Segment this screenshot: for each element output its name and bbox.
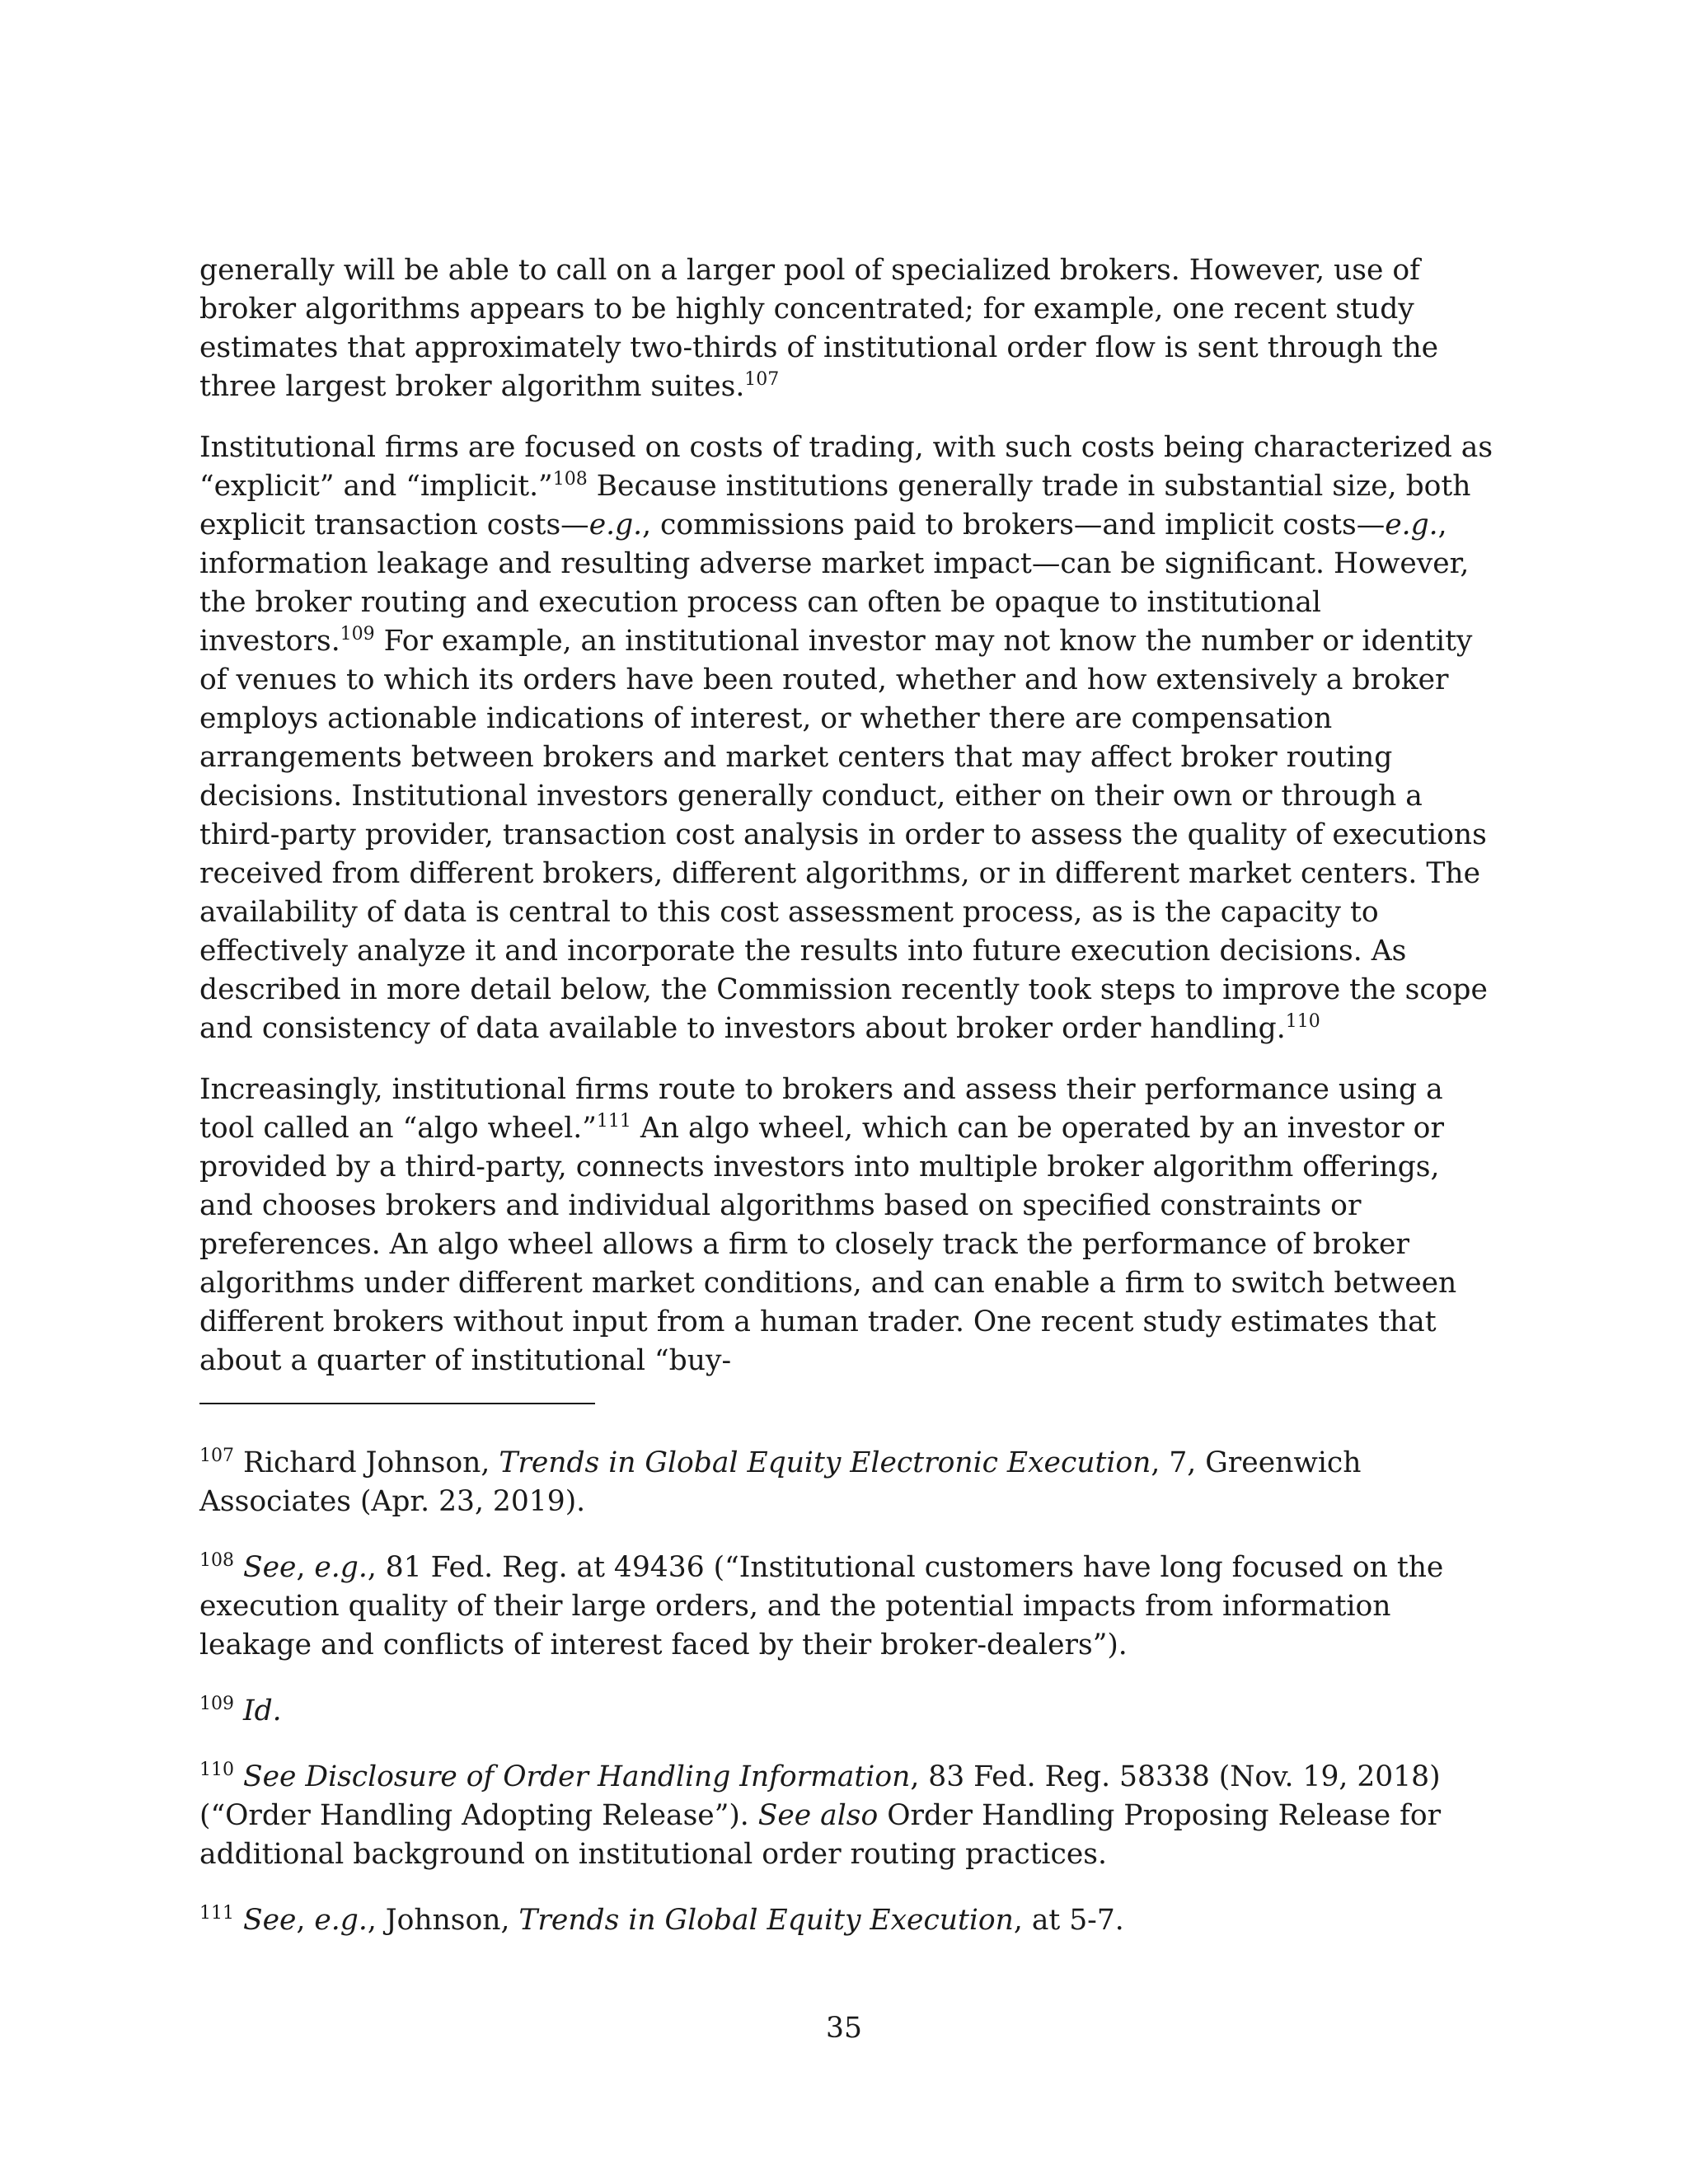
footnote-signal: e.g. (314, 1904, 368, 1937)
footnote-number: 107 (199, 1446, 234, 1466)
footnote-separator (199, 1403, 595, 1404)
footnote-ref-110[interactable]: 110 (1285, 1011, 1320, 1032)
footnote-text: Order Handling Proposing Release for additional background on institutional order routing practices. (199, 1799, 1442, 1871)
paragraph-2-text: Institutional firms are focused on costs of trading, with such costs being characterized as “explicit” and “implicit.” (199, 431, 1493, 503)
footnote-signal: Id. (242, 1694, 282, 1727)
paragraph-3-text: An algo wheel, which can be operated by an investor or provided by a third-party, connects investors into multiple broker algorithm offerings, and chooses brokers and individual algorithms based on specified constraints or preferences. An algo wheel allows a firm to closely track the performance of broker algorithms under different market conditions, and can enable a firm to switch between different brokers without input from a human trader. One recent study estimates that about a quarter of institutional “buy- (199, 1112, 1457, 1377)
footnote-signal: See also (757, 1799, 879, 1832)
footnote-ref-107[interactable]: 107 (744, 369, 780, 390)
footnote-title: See Disclosure of Order Handling Information (242, 1760, 911, 1793)
footnote-number: 111 (199, 1903, 234, 1924)
footnotes (199, 1444, 1502, 1940)
paragraph-2-text: , information leakage and resulting adverse market impact—can be significant. However, the broker routing and execution process can often be opaque to institutional investors. (199, 509, 1470, 658)
footnote-signal: See (242, 1551, 297, 1584)
footnote-title: Trends in Global Equity Execution (518, 1904, 1014, 1937)
footnote-text: , (296, 1904, 315, 1937)
footnote-number: 110 (199, 1760, 234, 1780)
footnote-text: , 7, Greenwich Associates (Apr. 23, 2019). (199, 1446, 1362, 1518)
paragraph-3-text: Increasingly, institutional firms route to brokers and assess their performance using a tool called an “algo wheel.” (199, 1073, 1443, 1145)
footnote-111 (199, 1901, 1502, 1940)
paragraph-2 (199, 429, 1502, 1048)
page-content (199, 251, 1502, 1967)
footnote-ref-111[interactable]: 111 (596, 1111, 631, 1132)
page-number: 35 (826, 2012, 862, 2045)
footnote-109 (199, 1692, 1502, 1731)
footnote-ref-108[interactable]: 108 (552, 469, 588, 490)
footnote-text: , (296, 1551, 315, 1584)
paragraph-2-text: For example, an institutional investor may not know the number or identity of venues to which its orders have been routed, whether and how extensively a broker employs actionable indications of interest, or whether there are compensation arrangements between brokers and market centers that may affect broker routing decisions. Institutional investors generally conduct, either on their own or through a third-party provider, transaction cost analysis in order to assess the quality of executions received from different brokers, different algorithms, or in different market centers. The availability of data is central to this cost assessment process, as is the capacity to effectively analyze it and incorporate the results into future execution decisions. As described in more detail below, the Commission recently took steps to improve the scope and consistency of data available to investors about broker order handling. (199, 625, 1488, 1045)
paragraph-2-text: Because institutions generally trade in substantial size, both explicit transaction costs— (199, 470, 1471, 541)
footnote-signal: See (242, 1904, 297, 1937)
italic-eg: e.g. (588, 509, 643, 541)
paragraph-1 (199, 251, 1502, 406)
footnote-number: 108 (199, 1550, 234, 1571)
footnote-number: 109 (199, 1694, 234, 1714)
footnote-108 (199, 1549, 1502, 1665)
footnote-110 (199, 1758, 1502, 1874)
paragraph-2-text: , commissions paid to brokers—and implicit costs— (642, 509, 1386, 541)
footnote-title: Trends in Global Equity Electronic Execution (499, 1446, 1151, 1479)
paragraph-3 (199, 1071, 1502, 1380)
footnote-text: Richard Johnson, (234, 1446, 499, 1479)
footnote-text: , at 5-7. (1013, 1904, 1124, 1937)
body-text (199, 251, 1502, 1380)
footnote-107 (199, 1444, 1502, 1521)
footnote-ref-109[interactable]: 109 (340, 624, 375, 644)
italic-eg: e.g. (1385, 509, 1438, 541)
paragraph-1-text: generally will be able to call on a larger pool of specialized brokers. However, use of broker algorithms appears to be highly concentrated; for example, one recent study estimates that approximately two-thirds of institutional order flow is sent through the three largest broker algorithm suites. (199, 254, 1439, 403)
footnote-text: , 83 Fed. Reg. 58338 (Nov. 19, 2018) (“Order Handling Adopting Release”). (199, 1760, 1441, 1832)
footnote-signal: e.g. (314, 1551, 368, 1584)
footnote-text: , Johnson, (367, 1904, 519, 1937)
footnote-text: , 81 Fed. Reg. at 49436 (“Institutional customers have long focused on the execution quality of their large orders, and the potential impacts from information leakage and conflicts of interest faced by their broker-dealers”). (199, 1551, 1444, 1661)
